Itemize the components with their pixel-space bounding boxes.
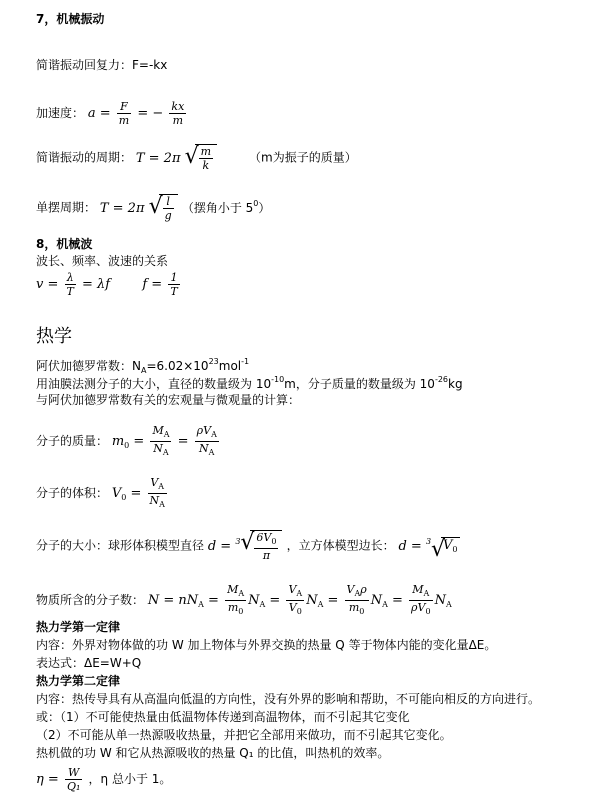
molecule-mass-line: 分子的质量： $m_0$ = $\frac{M_A}{N_A}$ = $\frac{\rho V_A}{N_A}$ xyxy=(36,424,221,459)
wave-formula: v = $\frac{\lambda}{T}$ = λf f = $\frac{1}{T}$ xyxy=(36,271,178,298)
efficiency-definition: 热机做的功 W 和它从热源吸收的热量 Q₁ 的比值，叫热机的效率。 xyxy=(36,746,390,760)
macro-micro-line: 与阿伏加德罗常数有关的宏观量与微观量的计算： xyxy=(36,393,301,407)
second-law-or-1: 或：（1）不可能使热量由低温物体传递到高温物体，而不引起其它变化 xyxy=(36,710,410,724)
pendulum-line xyxy=(36,194,270,222)
wave-relation-label: 波长、频率、波速的关系 xyxy=(36,254,169,268)
period-formula: T = 2π √ $\frac{m}{k}$ xyxy=(136,151,221,166)
pendulum-label: 单摆周期： xyxy=(36,200,97,215)
restoring-force-label: 简谐振动回复力： xyxy=(36,58,133,72)
molecule-volume-formula: $V_0$ = $\frac{V_A}{N_A}$ xyxy=(111,476,165,509)
period-label: 简谐振动的周期： xyxy=(36,150,133,165)
avogadro-line: 阿伏加德罗常数：$N_A=6.02\times 10^{23}mol^{-1}$ xyxy=(36,357,250,375)
pendulum-note: （摆角小于 $5^0$） xyxy=(181,198,271,215)
acceleration-line xyxy=(36,100,188,127)
period-line xyxy=(36,144,357,172)
thermo-title: 热学 xyxy=(36,326,72,347)
acceleration-formula: a = $\frac{F}{m}$ = − $\frac{kx}{m}$ xyxy=(87,100,185,127)
acceleration-label: 加速度： xyxy=(36,106,85,120)
first-law-title: 热力学第一定律 xyxy=(36,620,121,634)
molecule-mass-formula: $m_0$ = $\frac{M_A}{N_A}$ = $\frac{\rho V_A}{N_A}$ xyxy=(111,424,217,457)
molecule-size-line: 分子的大小：球形体积模型直径 d = $^3$ √ $\frac{6V_0}{\pi}$ ，立方体模型边长： d = $^3$√ $V_0$ xyxy=(36,530,460,562)
first-law-content: 内容：外界对物体做的功 W 加上物体与外界交换的热量 Q 等于物体内能的变化量ΔE。 xyxy=(36,638,497,652)
period-note: （m为振子的质量） xyxy=(249,150,357,165)
molecule-volume-line: 分子的体积： $V_0$ = $\frac{V_A}{N_A}$ xyxy=(36,476,169,511)
pendulum-formula: T = 2π √ $\frac{l}{g}$ xyxy=(100,201,182,216)
section-7-title: 7，机械振动 xyxy=(36,12,105,26)
molecule-count-line: 物质所含的分子数： $N = nN_A$ = $\frac{M_A}{m_0}$ $N_A$ = $\frac{V_A}{V_0}$ $N_A$ = $\frac{V_A\rho}{m_0}$ $N_A$ = $\frac{M_A}{\rho V_0}$ $N_A$ xyxy=(36,583,452,616)
cube-side-formula: d = $^3$√ $V_0$ xyxy=(398,539,459,554)
oil-film-line: 用油膜法测分子的大小，直径的数量级为 $10^{-10}m$，分子质量的数量级为 $10^{-26}kg$ xyxy=(36,375,463,391)
restoring-force-line xyxy=(36,58,167,73)
first-law-expression: 表达式：ΔE=W+Q xyxy=(36,656,142,670)
second-law-or-2: （2）不可能从单一热源吸收热量，并把它全部用来做功，而不引起其它变化。 xyxy=(36,728,452,742)
diameter-formula: d = $^3$ √ $\frac{6V_0}{\pi}$ xyxy=(208,539,287,554)
second-law-content: 内容：热传导具有从高温向低温的方向性，没有外界的影响和帮助，不可能向相反的方向进行。 xyxy=(36,692,541,706)
efficiency-line: η = $\frac{W}{\text{Q₁}}$ ，η 总小于 1。 xyxy=(36,766,172,793)
second-law-title: 热力学第二定律 xyxy=(36,674,121,688)
molecule-count-formula: $N = nN_A$ = $\frac{M_A}{m_0}$ $N_A$ = $\frac{V_A}{V_0}$ $N_A$ = $\frac{V_A\rho}{m_0}$ $N_A$ = $\frac{M_A}{\rho V_0}$ $N_A$ xyxy=(147,583,452,616)
restoring-force-eq: F=-kx xyxy=(132,58,168,72)
efficiency-formula: η = $\frac{W}{\text{Q₁}}$ xyxy=(36,766,81,793)
section-8-title: 8，机械波 xyxy=(36,237,93,251)
